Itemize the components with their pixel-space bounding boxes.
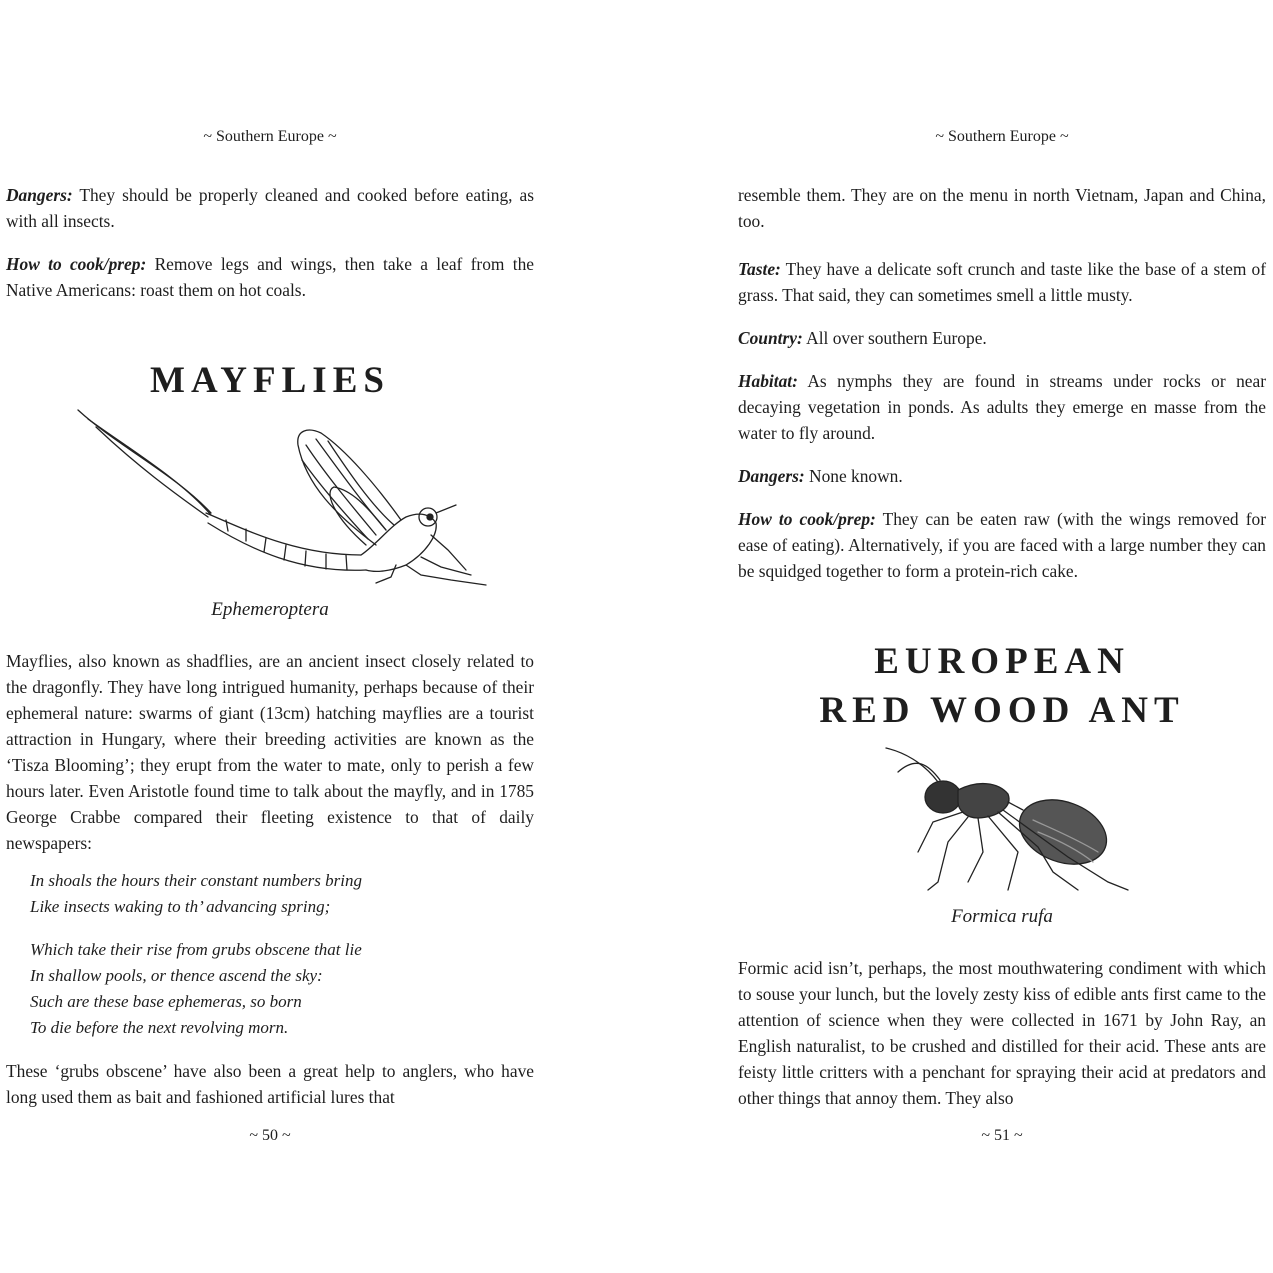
cook-prep-text: Remove legs and wings, then take a leaf from the Native Americans: roast them on hot coals. (6, 254, 534, 300)
dangers-text: They should be properly cleaned and cooked before eating, as with all insects. (6, 185, 534, 231)
cook-prep-entry (6, 251, 534, 303)
poem-line: Which take their rise from grubs obscene that lie (30, 940, 362, 959)
dangers-label: Dangers: (6, 185, 73, 205)
dangers-entry (738, 463, 1266, 489)
body-paragraph: Formic acid isn’t, perhaps, the most mouthwatering condiment with which to souse your lunch, but the lovely zesty kiss of edible ants first came to the attention of science when they were collected in 1671 by John Ray, an English naturalist, to be crushed and distilled for their acid. These ants are feisty little critters with a penchant for spraying their acid at predators and other things that annoy them. They also (738, 958, 1266, 1108)
taste-text: They have a delicate soft crunch and taste like the base of a stem of grass. That said, they can sometimes smell a little musty. (738, 259, 1266, 305)
closing-paragraph: These ‘grubs obscene’ have also been a great help to anglers, who have long used them as bait and fashioned artificial lures that (6, 1061, 534, 1107)
country-text: All over southern Europe. (802, 328, 987, 348)
page-number: ~ 50 ~ (249, 1127, 291, 1144)
cook-prep-label: How to cook/prep: (738, 509, 876, 529)
section-title-line-2: RED WOOD ANT (819, 690, 1185, 731)
habitat-entry (738, 368, 1266, 446)
running-head: ~ Southern Europe ~ (935, 128, 1069, 145)
country-label: Country: (738, 328, 803, 348)
taste-label: Taste: (738, 259, 781, 279)
poem-line: In shoals the hours their constant numbers bring (30, 871, 362, 890)
cook-prep-label: How to cook/prep: (6, 254, 147, 274)
section-title-mayflies: MAYFLIES (150, 360, 390, 401)
country-entry (738, 325, 1266, 351)
dangers-label: Dangers: (738, 466, 805, 486)
running-head: ~ Southern Europe ~ (203, 128, 337, 145)
right-page (738, 0, 1266, 1273)
body-paragraph: Mayflies, also known as shadflies, are an ancient insect closely related to the dragonfly. They have long intrigued humanity, perhaps because of their ephemeral nature: swarms of giant (13cm) hatching mayflies are a tourist attraction in Hungary, where their breeding activities are known as the ‘Tisza Blooming’; they erupt from the water to mate, only to perish a few hours later. Even Aristotle found time to talk about the mayfly, and in 1785 George Crabbe compared their fleeting existence to that of daily newspapers: (6, 651, 534, 853)
section-title-line-1: EUROPEAN (874, 641, 1130, 682)
ant-illustration (878, 742, 1138, 897)
cook-prep-text: They can be eaten raw (with the wings removed for ease of eating). Alternatively, if you are faced with a large number they can be squidged together to form a protein-rich cake. (738, 509, 1266, 581)
poem-line: In shallow pools, or thence ascend the sky: (30, 966, 323, 985)
poem-stanza-1 (30, 868, 510, 920)
page-number: ~ 51 ~ (981, 1127, 1023, 1144)
poem-line: To die before the next revolving morn. (30, 1018, 289, 1037)
poem-stanza-2 (30, 937, 510, 1041)
habitat-text: As nymphs they are found in streams under rocks or near decaying vegetation in ponds. As adults they emerge en masse from the water to fly around. (738, 371, 1266, 443)
habitat-label: Habitat: (738, 371, 798, 391)
poem-line: Like insects waking to th’ advancing spring; (30, 897, 331, 916)
mayfly-illustration (76, 405, 496, 590)
cook-prep-entry (738, 506, 1266, 584)
species-caption: Formica rufa (951, 906, 1053, 927)
dangers-text: None known. (804, 466, 903, 486)
dangers-entry (6, 182, 534, 234)
poem-line: Such are these base ephemeras, so born (30, 992, 302, 1011)
species-caption: Ephemeroptera (211, 599, 329, 620)
continued-paragraph: resemble them. They are on the menu in north Vietnam, Japan and China, too. (738, 185, 1266, 231)
left-page (6, 0, 534, 1273)
taste-entry (738, 256, 1266, 308)
